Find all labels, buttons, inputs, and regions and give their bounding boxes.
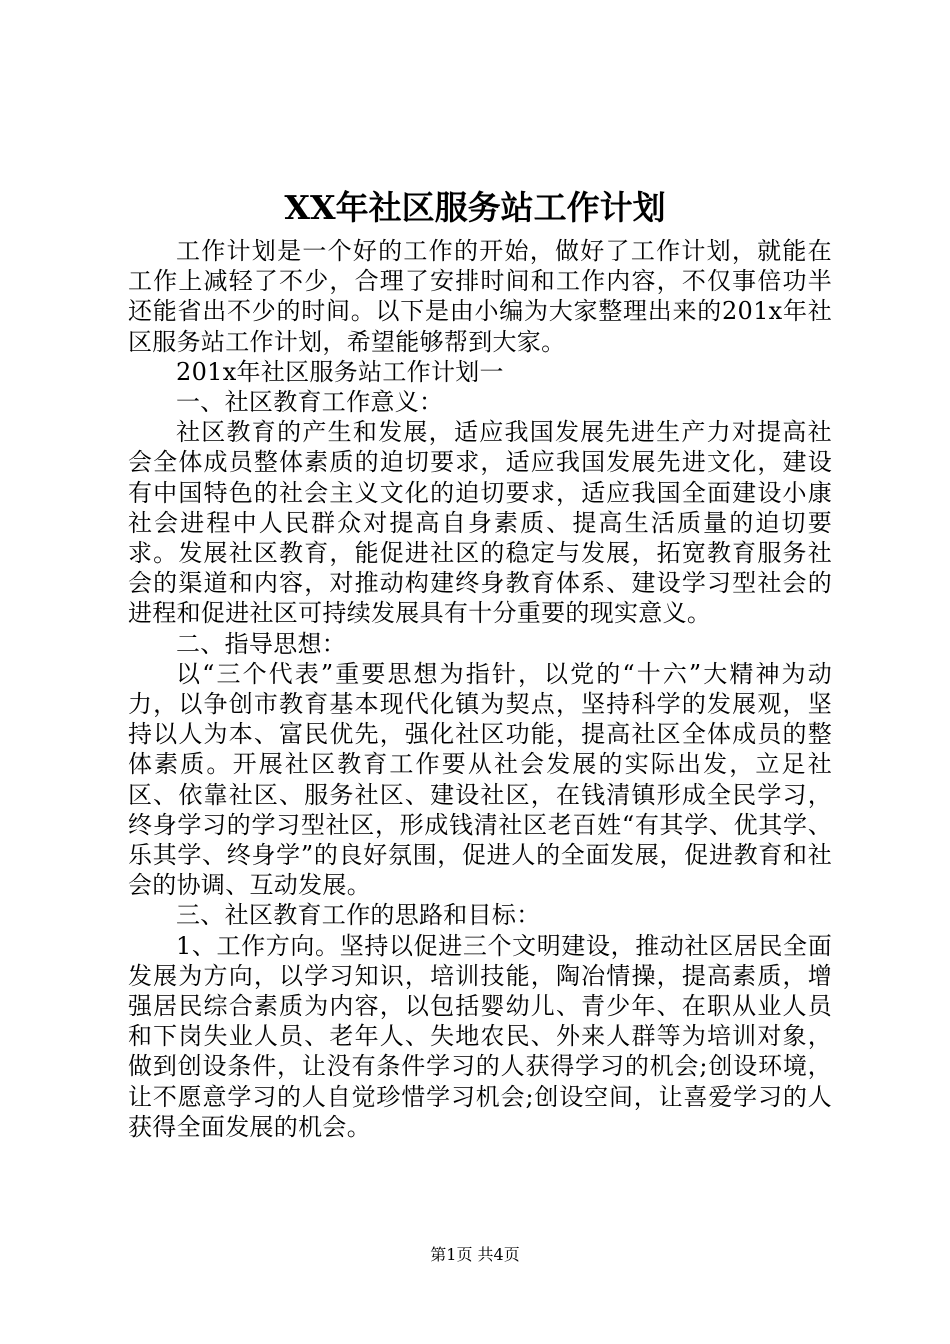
paragraph-work-direction: 1、工作方向。坚持以促进三个文明建设，推动社区居民全面发展为方向，以学习知识，培训技能，陶冶情操，提高素质，增强居民综合素质为内容，以包括婴幼儿、青少年、在职从业人员和下岗失业人员、老年人、失地农民、外来人群等为培训对象，做到创设条件，让没有条件学习的人获得学习的机会;创设环境，让不愿意学习的人自觉珍惜学习机会;创设空间，让喜爱学习的人获得全面发展的机会。 — [128, 931, 832, 1141]
document-title: XX年社区服务站工作计划 — [284, 188, 666, 227]
page-footer: 第1页 共4页 — [430, 1245, 520, 1264]
document-body — [128, 236, 832, 1142]
section-heading-guiding-thought: 二、指导思想： — [176, 629, 347, 658]
paragraph-significance: 社区教育的产生和发展，适应我国发展先进生产力对提高社会全体成员整体素质的迫切要求，适应我国发展先进文化，建设有中国特色的社会主义文化的迫切要求，适应我国全面建设小康社会进程中人民群众对提高自身素质、提高生活质量的迫切要求。发展社区教育，能促进社区的稳定与发展，拓宽教育服务社会的渠道和内容，对推动构建终身教育体系、建设学习型社会的进程和促进社区可持续发展具有十分重要的现实意义。 — [128, 418, 832, 628]
section-heading-significance: 一、社区教育工作意义： — [176, 388, 444, 417]
paragraph-guiding-thought: 以“三个代表”重要思想为指针，以党的“十六”大精神为动力，以争创市教育基本现代化镇为契点，坚持科学的发展观，坚持以人为本、富民优先，强化社区功能，提高社区全体成员的整体素质。开展社区教育工作要从社会发展的实际出发，立足社区、依靠社区、服务社区、建设社区，在钱清镇形成全民学习，终身学习的学习型社区，形成钱清社区老百姓“有其学、优其学、乐其学、终身学”的良好氛围，促进人的全面发展，促进教育和社会的协调、互动发展。 — [128, 659, 832, 900]
paragraph-intro: 工作计划是一个好的工作的开始，做好了工作计划，就能在工作上减轻了不少，合理了安排时间和工作内容，不仅事倍功半还能省出不少的时间。以下是由小编为大家整理出来的201x年社区服务站工作计划，希望能够帮到大家。 — [128, 237, 832, 356]
paragraph-plan-heading: 201x年社区服务站工作计划一 — [176, 357, 504, 386]
section-heading-ideas-goals: 三、社区教育工作的思路和目标： — [176, 901, 541, 930]
